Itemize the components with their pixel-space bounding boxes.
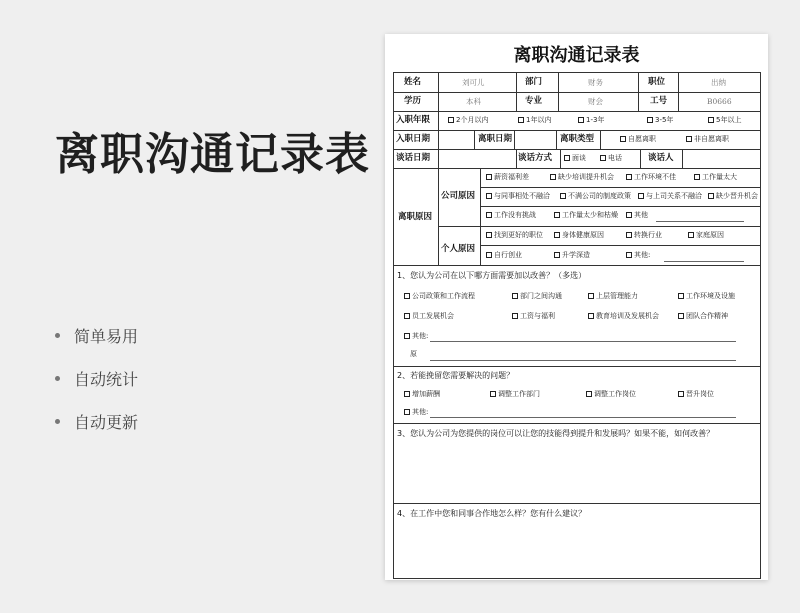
reason-option[interactable]: 缺少晋升机会	[708, 193, 758, 200]
question-1: 1、您认为公司在以下哪方面需要加以改善？（多选）	[397, 271, 587, 280]
other-input-line[interactable]	[664, 261, 744, 262]
row-divider	[394, 130, 760, 131]
checkbox-icon	[404, 333, 410, 339]
personal-reason-label: 个人原因	[441, 244, 476, 254]
leave-type-label: 离职类型	[560, 134, 595, 144]
company-reason-label: 公司原因	[441, 191, 476, 201]
position-label: 职位	[648, 77, 666, 87]
reason-option[interactable]: 工作量太大	[694, 174, 737, 181]
empno-label: 工号	[650, 96, 668, 106]
document-preview	[385, 34, 768, 580]
checkbox-icon	[600, 155, 606, 161]
feature-label: 简单易用	[74, 327, 139, 346]
checkbox-icon	[554, 212, 560, 218]
checkbox-icon	[586, 391, 592, 397]
feature-item	[55, 357, 138, 400]
col-divider	[514, 130, 515, 149]
feature-list	[55, 314, 138, 443]
talk-method-label: 谈话方式	[518, 153, 553, 163]
reason-option[interactable]: 转换行业	[626, 232, 662, 239]
reason-option[interactable]: 升学深造	[554, 252, 590, 259]
checkbox-icon	[678, 293, 684, 299]
checkbox-icon	[404, 409, 410, 415]
dept-label: 部门	[525, 77, 543, 87]
reason-option[interactable]: 与同事相处不融洽	[486, 193, 550, 200]
row-divider	[480, 245, 760, 246]
row-divider	[394, 111, 760, 112]
q1-option[interactable]: 部门之间沟通	[512, 293, 562, 300]
checkbox-icon	[620, 136, 626, 142]
col-divider	[678, 73, 679, 111]
tenure-option[interactable]: 3-5年	[647, 117, 673, 124]
col-divider	[682, 149, 683, 168]
reason-option[interactable]: 缺少培训提升机会	[550, 174, 614, 181]
checkbox-icon	[626, 212, 632, 218]
answer-area[interactable]	[394, 443, 760, 501]
row-divider	[438, 226, 760, 227]
checkbox-icon	[626, 232, 632, 238]
name-value[interactable]: 刘可儿	[462, 78, 485, 87]
col-divider	[438, 73, 439, 168]
bullet-icon	[55, 419, 60, 424]
checkbox-icon	[678, 313, 684, 319]
checkbox-icon	[588, 313, 594, 319]
tenure-option[interactable]: 1年以内	[518, 117, 551, 124]
reason-option[interactable]: 薪资福利差	[486, 174, 529, 181]
reason-option[interactable]: 工作没有挑战	[486, 212, 536, 219]
tenure-label: 入职年限	[396, 115, 431, 125]
q2-other[interactable]: 其他:	[404, 409, 428, 416]
answer-area[interactable]	[394, 523, 760, 578]
q1-option[interactable]: 工资与福利	[512, 313, 555, 320]
other-input-line[interactable]	[430, 417, 736, 418]
reason-label: 离职原因	[398, 212, 433, 222]
q2-option[interactable]: 晋升岗位	[678, 391, 714, 398]
checkbox-icon	[512, 313, 518, 319]
checkbox-icon	[550, 174, 556, 180]
reason-option[interactable]: 找到更好的职位	[486, 232, 543, 239]
col-divider	[516, 149, 517, 168]
checkbox-icon	[694, 174, 700, 180]
hire-date-label: 入职日期	[396, 134, 431, 144]
checkbox-icon	[404, 391, 410, 397]
row-divider	[394, 149, 760, 150]
question-4: 4、在工作中您和同事合作地怎么样？您有什么建议？	[397, 509, 587, 518]
reason-option[interactable]: 自行创业	[486, 252, 522, 259]
q2-option[interactable]: 调整工作部门	[490, 391, 540, 398]
empno-value[interactable]: B0666	[707, 97, 732, 106]
q1-option[interactable]: 员工发展机会	[404, 313, 454, 320]
reason-option[interactable]: 其他	[626, 212, 648, 219]
col-divider	[600, 130, 601, 149]
checkbox-icon	[554, 232, 560, 238]
reason-option[interactable]: 家庭原因	[688, 232, 724, 239]
checkbox-icon	[486, 212, 492, 218]
reason-option[interactable]: 与上司关系不融洽	[638, 193, 702, 200]
row-divider	[394, 168, 760, 169]
tenure-option[interactable]: 1-3年	[578, 117, 604, 124]
checkbox-icon	[678, 391, 684, 397]
checkbox-icon	[638, 193, 644, 199]
checkbox-icon	[404, 313, 410, 319]
major-label: 专业	[525, 96, 543, 106]
tenure-option[interactable]: 5年以上	[708, 117, 741, 124]
row-divider	[394, 92, 760, 93]
q2-option[interactable]: 调整工作岗位	[586, 391, 636, 398]
checkbox-icon	[404, 293, 410, 299]
hero-title: 离职沟通记录表	[55, 129, 370, 180]
question-3: 3、您认为公司为您提供的岗位可以让您的技能得到提升和发展吗？如果不能，如何改善？	[397, 429, 715, 438]
q1-reason-label: 原	[410, 350, 417, 358]
q1-other[interactable]: 其他:	[404, 333, 428, 340]
row-divider	[480, 187, 760, 188]
feature-label: 自动更新	[74, 413, 139, 432]
checkbox-icon	[554, 252, 560, 258]
checkbox-icon	[688, 232, 694, 238]
col-divider	[560, 149, 561, 168]
checkbox-icon	[560, 193, 566, 199]
name-label: 姓名	[404, 77, 422, 87]
feature-label: 自动统计	[74, 370, 139, 389]
talk-date-label: 谈话日期	[396, 153, 431, 163]
col-divider	[558, 73, 559, 111]
reason-option[interactable]: 身体健康原因	[554, 232, 604, 239]
row-divider	[480, 206, 760, 207]
reason-option[interactable]: 工作量太少和枯燥	[554, 212, 618, 219]
talker-label: 谈话人	[648, 153, 674, 163]
dept-value[interactable]: 财务	[588, 78, 603, 87]
q1-option[interactable]: 工作环境及设施	[678, 293, 735, 300]
q1-option[interactable]: 团队合作精神	[678, 313, 728, 320]
position-value[interactable]: 出纳	[711, 78, 726, 87]
checkbox-icon	[708, 193, 714, 199]
checkbox-icon	[626, 174, 632, 180]
leave-type-option[interactable]: 非自愿离职	[686, 136, 729, 143]
feature-item	[55, 400, 138, 443]
col-divider	[516, 73, 517, 111]
col-divider	[556, 130, 557, 149]
question-2: 2、若能挽留您需要解决的问题？	[397, 371, 515, 380]
checkbox-icon	[626, 252, 632, 258]
checkbox-icon	[578, 117, 584, 123]
checkbox-icon	[486, 174, 492, 180]
reason-option[interactable]: 工作环境不佳	[626, 174, 676, 181]
checkbox-icon	[686, 136, 692, 142]
reason-input-line[interactable]	[430, 360, 736, 361]
row-divider	[394, 423, 760, 424]
leave-date-label: 离职日期	[478, 134, 513, 144]
col-divider	[438, 168, 439, 265]
edu-value[interactable]: 本科	[466, 97, 481, 106]
checkbox-icon	[647, 117, 653, 123]
checkbox-icon	[708, 117, 714, 123]
reason-option[interactable]: 其他:	[626, 252, 650, 259]
q2-option[interactable]: 增加薪酬	[404, 391, 440, 398]
row-divider	[394, 503, 760, 504]
leave-type-option[interactable]: 自愿离职	[620, 136, 656, 143]
checkbox-icon	[512, 293, 518, 299]
col-divider	[638, 73, 639, 111]
q1-option[interactable]: 上层管理能力	[588, 293, 638, 300]
exit-interview-form	[393, 72, 761, 579]
bullet-icon	[55, 333, 60, 338]
checkbox-icon	[588, 293, 594, 299]
edu-label: 学历	[404, 96, 422, 106]
q1-option[interactable]: 教育培训及发展机会	[588, 313, 659, 320]
tenure-option[interactable]: 2个月以内	[448, 117, 488, 124]
feature-item	[55, 314, 138, 357]
checkbox-icon	[486, 252, 492, 258]
document-title: 离职沟通记录表	[513, 45, 640, 66]
checkbox-icon	[564, 155, 570, 161]
other-input-line[interactable]	[430, 341, 736, 342]
major-value[interactable]: 财会	[588, 97, 603, 106]
other-input-line[interactable]	[656, 221, 744, 222]
checkbox-icon	[486, 193, 492, 199]
bullet-icon	[55, 376, 60, 381]
row-divider	[394, 366, 760, 367]
col-divider	[474, 130, 475, 149]
reason-option[interactable]: 不满公司的制度政策	[560, 193, 631, 200]
talk-method-option[interactable]: 面谈	[564, 155, 586, 162]
talk-method-option[interactable]: 电话	[600, 155, 622, 162]
q1-option[interactable]: 公司政策和工作流程	[404, 293, 475, 300]
checkbox-icon	[518, 117, 524, 123]
checkbox-icon	[448, 117, 454, 123]
checkbox-icon	[490, 391, 496, 397]
row-divider	[394, 265, 760, 266]
col-divider	[480, 168, 481, 265]
checkbox-icon	[486, 232, 492, 238]
col-divider	[640, 149, 641, 168]
